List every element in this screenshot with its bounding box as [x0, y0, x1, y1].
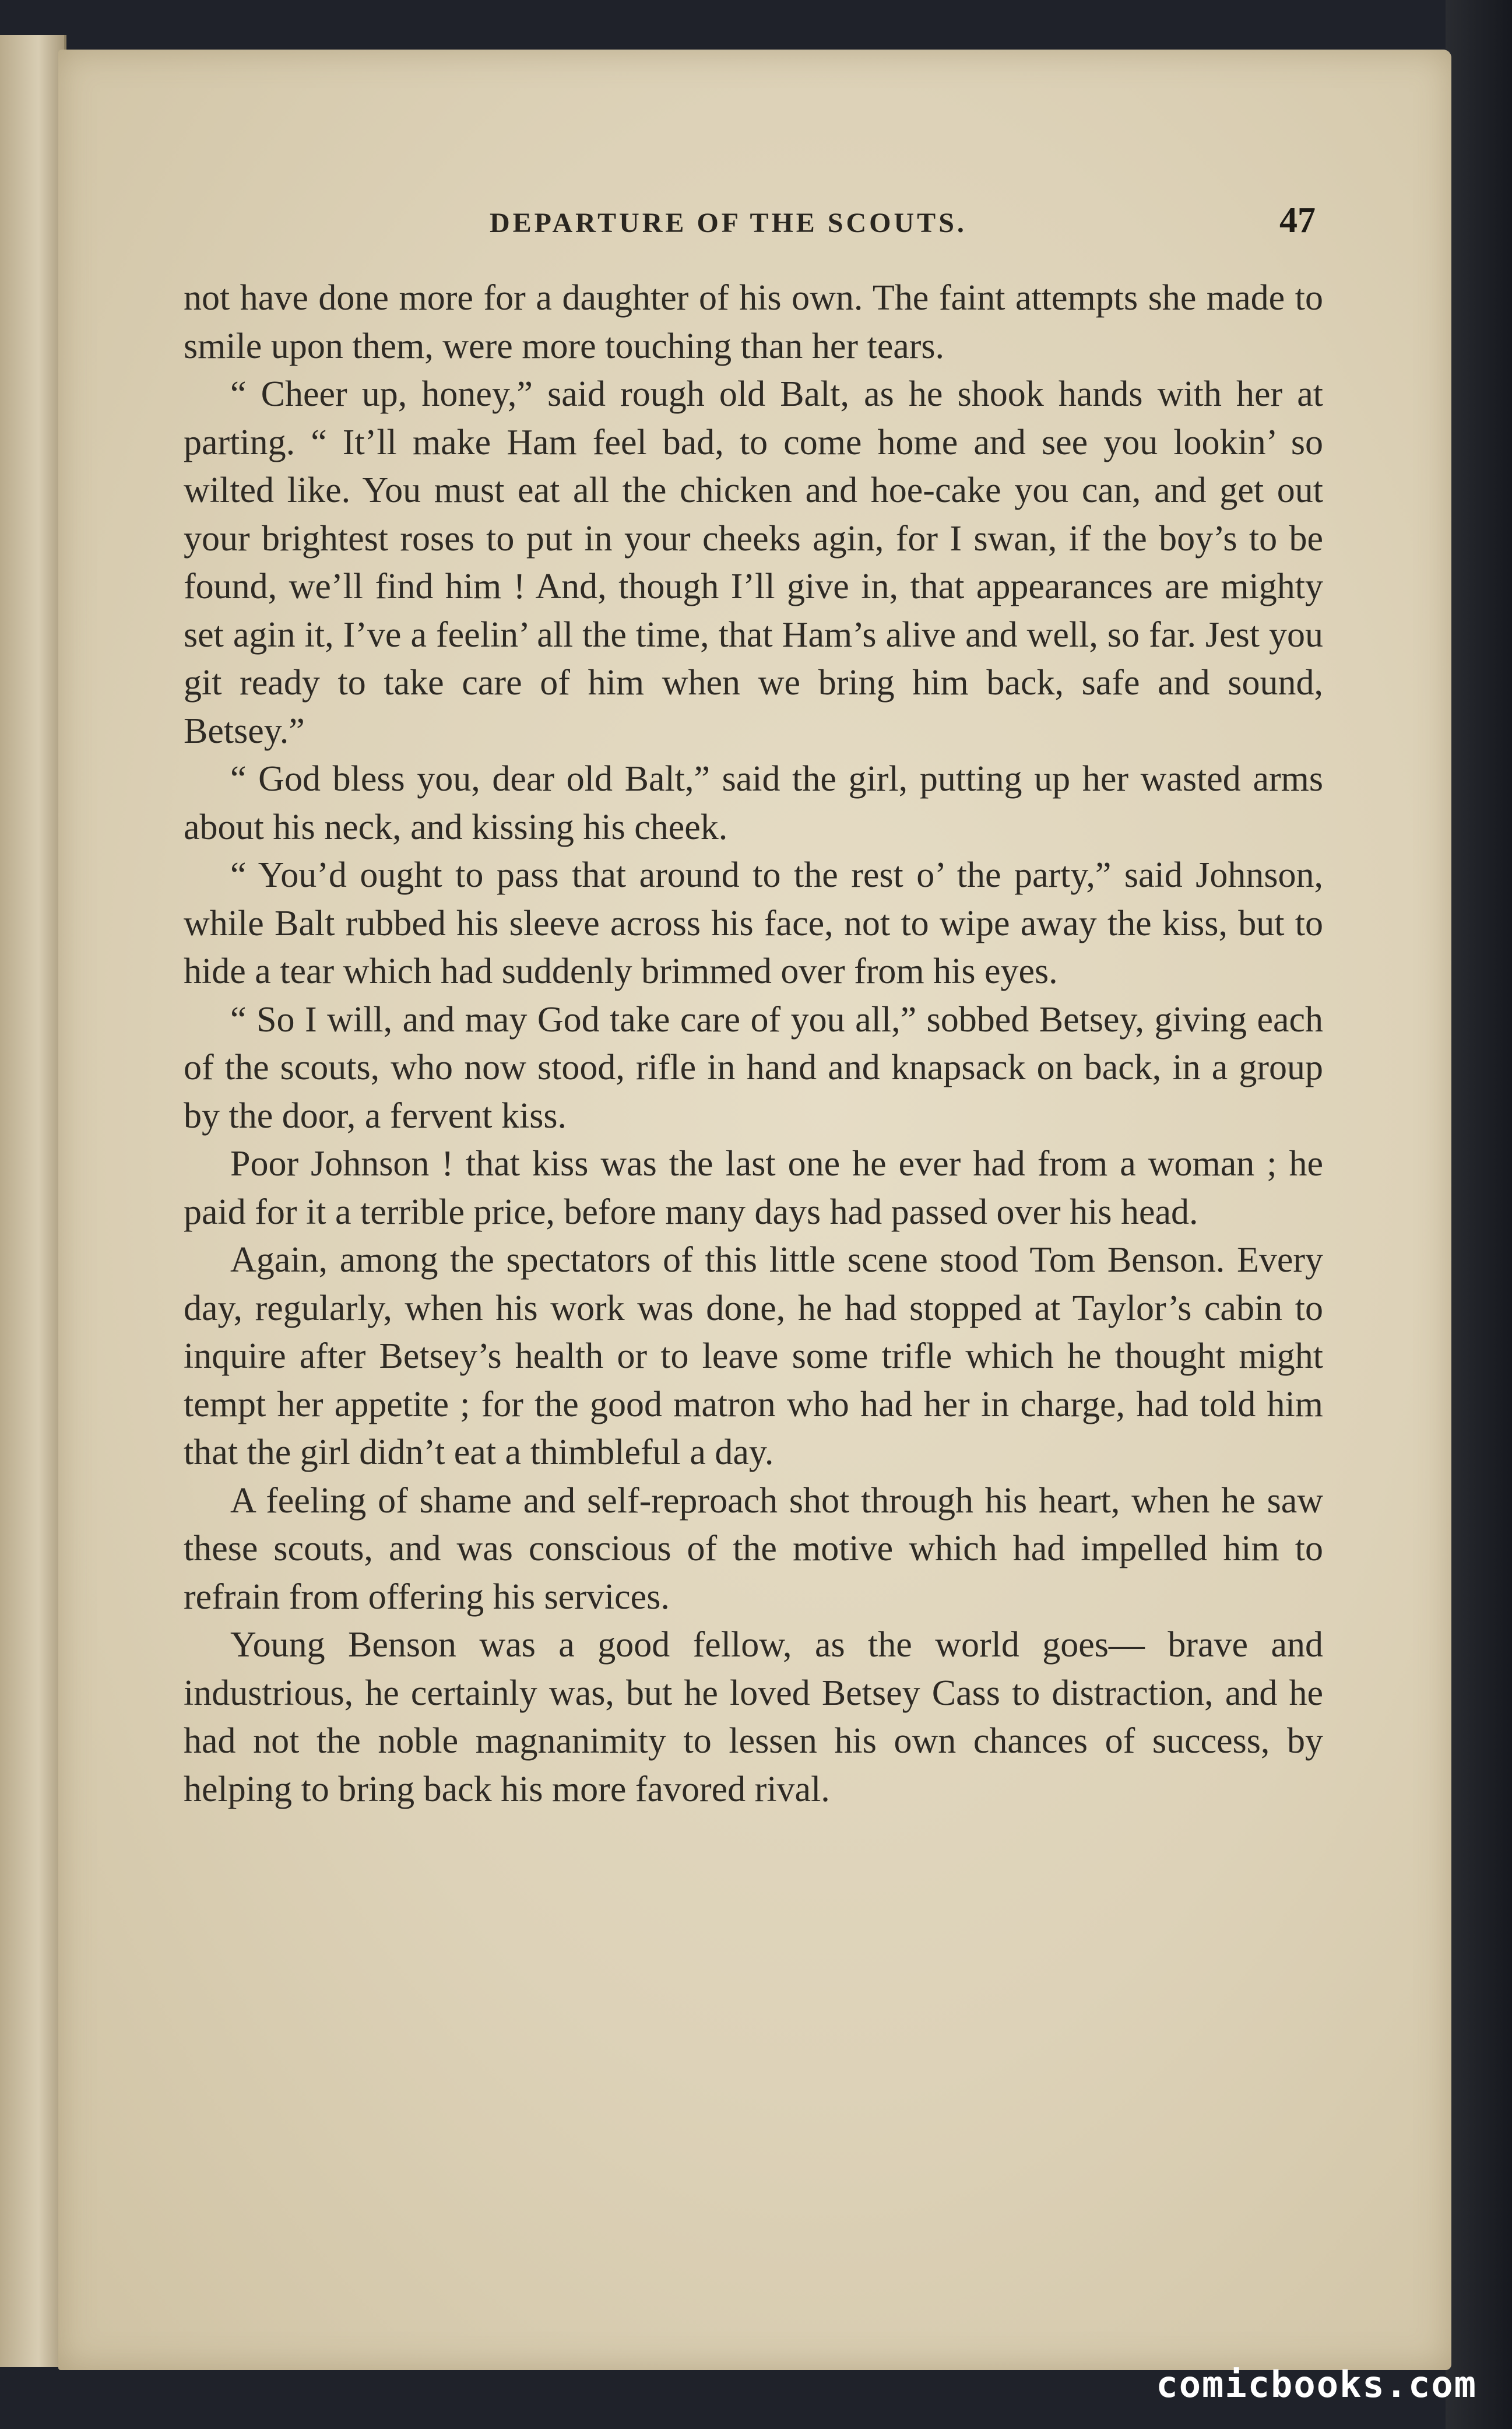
page-number: 47 [1279, 201, 1316, 240]
running-head-title: DEPARTURE OF THE SCOUTS. [490, 208, 967, 238]
paragraph: Young Benson was a good fellow, as the world goes— brave and industrious, he certainly was, but he loved Betsey Cass to distraction, and he had not the noble magnanimity to lessen his own chances of success, by helping to bring back his more favored rival. [184, 1625, 1323, 1809]
paragraph: Poor Johnson ! that kiss was the last one he ever had from a woman ; he paid for it a terrible price, before many days had passed over his head. [184, 1144, 1323, 1232]
paragraph: Again, among the spectators of this little scene stood Tom Benson. Every day, regularly, when his work was done, he had stopped at Taylor’s cabin to inquire after Betsey’s health or to leave some trifle which he thought might tempt her appetite ; for the good matron who had her in charge, had told him that the girl didn’t eat a thimbleful a day. [184, 1240, 1323, 1472]
dark-border [1446, 0, 1512, 2429]
running-head [58, 195, 1451, 248]
paragraph: “ Cheer up, honey,” said rough old Balt, as he shook hands with her at parting. “ It’ll make Ham feel bad, to come home and see you lookin’ so wilted like. You must eat all the chicken and hoe-cake you can, and get out your brightest roses to put in your cheeks agin, for I swan, if the boy’s to be found, we’ll find him ! And, though I’ll give in, that appearances are mighty set agin it, I’ve a feelin’ all the time, that Ham’s alive and well, so far. Jest you git ready to take care of him when we bring him back, safe and sound, Betsey.” [184, 374, 1323, 751]
paragraph: “ God bless you, dear old Balt,” said the girl, putting up her wasted arms about his neck, and kissing his cheek. [184, 759, 1323, 847]
book-spine-edge [0, 35, 66, 2367]
book-page [58, 50, 1451, 2370]
body-text [184, 274, 1323, 1813]
paragraph: “ You’d ought to pass that around to the rest o’ the party,” said Johnson, while Balt rubbed his sleeve across his face, not to wipe away the kiss, but to hide a tear which had suddenly brimmed over from his eyes. [184, 855, 1323, 991]
paragraph: “ So I will, and may God take care of you all,” sobbed Betsey, giving each of the scouts, who now stood, rifle in hand and knapsack on back, in a group by the door, a fervent kiss. [184, 999, 1323, 1136]
paragraph: not have done more for a daughter of his own. The faint attempts she made to smile upon them, were more touching than her tears. [184, 278, 1323, 366]
watermark: comicbooks.com [1156, 2363, 1477, 2406]
paragraph: A feeling of shame and self-reproach shot through his heart, when he saw these scouts, and was conscious of the motive which had impelled him to refrain from offering his services. [184, 1480, 1323, 1617]
